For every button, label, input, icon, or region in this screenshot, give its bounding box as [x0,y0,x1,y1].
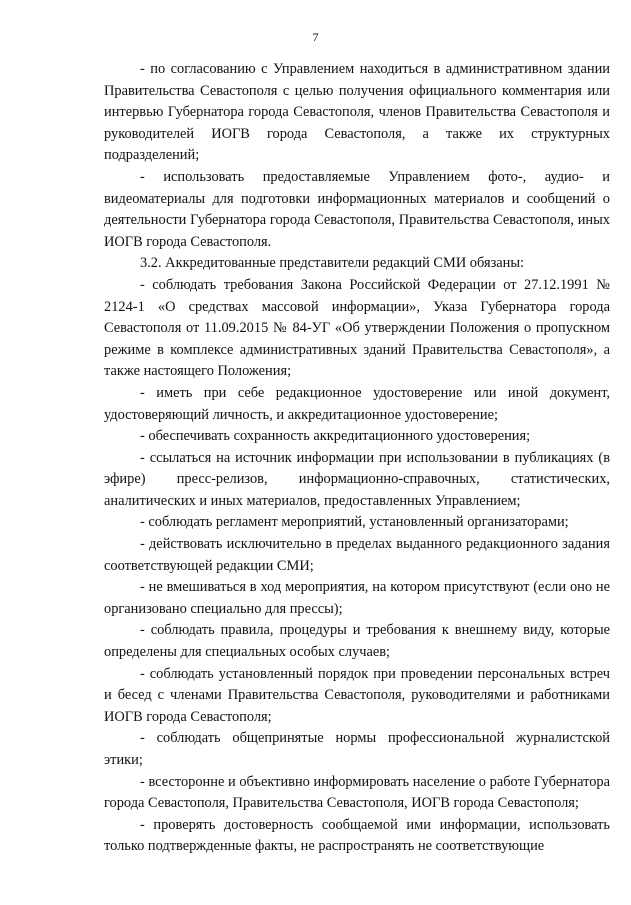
paragraph-editorial-task: - действовать исключительно в пределах выданного редакционного задания соответствующей редакции СМИ; [104,536,610,574]
paragraph-inform-public: - всесторонне и объективно информировать население о работе Губернатора города Севастополя, Правительства Севастополя, ИОГВ города Севастополя; [104,773,610,812]
paragraph-no-interference: - не вмешиваться в ход мероприятия, на котором присутствуют (если оно не организовано специально для прессы); [104,579,610,617]
page-number: 7 [312,30,319,44]
paragraph-ethics: - соблюдать общепринятые нормы профессиональной журналистской этики; [104,730,610,768]
paragraph-meetings-order: - соблюдать установленный порядок при проведении персональных встреч и бесед с членами Правительства Севастополя, руководителями и работниками ИОГВ города Севастополя; [104,665,610,725]
section-heading-obligations: 3.2. Аккредитованные представители редакций СМИ обязаны: [140,255,525,272]
document-body [104,59,610,858]
paragraph-keep-certificate: - обеспечивать сохранность аккредитационного удостоверения; [140,428,531,445]
paragraph-comply-law: - соблюдать требования Закона Российской Федерации от 27.12.1991 № 2124-1 «О средствах массовой информации», Указа Губернатора города Севастополя от 11.09.2015 № 84-УГ «Об утверждении Положения о пропускном режиме в комплексе административных зданий Правительства Севастополя», а также настоящего Положения; [104,276,610,380]
paragraph-consultation: - по согласованию с Управлением находиться в административном здании Правительства Севастополя с целью получения официального комментария или интервью Губернатора города Севастополя, членов Правительства Севастополя и руководителей ИОГВ города Севастополя, а также их структурных подразделений; [104,61,610,164]
paragraph-verify-info: - проверять достоверность сообщаемой ими информации, использовать только подтвержденные факты, не распространять не соответствующие [104,816,610,855]
paragraph-media-materials: - использовать предоставляемые Управлением фото-, аудио- и видеоматериалы для подготовки информационных материалов и сообщений о деятельности Губернатора города Севастополя, Правительства Севастополя, иных ИОГВ города Севастополя. [104,168,610,250]
paragraph-dress-code: - соблюдать правила, процедуры и требования к внешнему виду, которые определены для специальных особых случаев; [104,622,610,661]
paragraph-carry-id: - иметь при себе редакционное удостоверение или иной документ, удостоверяющий личность, и аккредитационное удостоверение; [104,384,610,423]
paragraph-event-rules: - соблюдать регламент мероприятий, установленный организаторами; [140,514,569,531]
paragraph-cite-source: - ссылаться на источник информации при использовании в публикациях (в эфире) пресс-релизов, информационно-справочных, статистических, аналитических и иных материалов, предоставленных Управлением; [104,449,610,509]
